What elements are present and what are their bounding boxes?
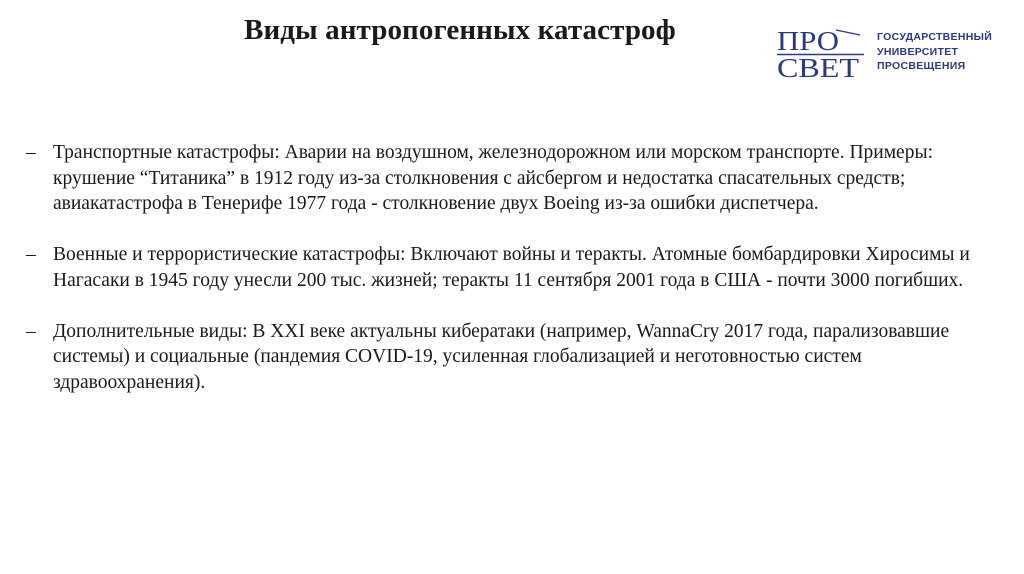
logo-text [877, 30, 992, 74]
logo-mark-line2: СВЕТ [777, 53, 860, 80]
prosvet-logo-mark [776, 26, 868, 80]
list-item [26, 319, 1006, 396]
logo-text-line: УНИВЕРСИТЕТ [877, 45, 959, 58]
logo-text-line: ПРОСВЕЩЕНИЯ [877, 60, 966, 72]
list-item-text: Военные и террористические катастрофы: Включают войны и теракты. Атомные бомбардировки Хиросимы и Нагасаки в 1945 году унесли 200 тыс. жизней; теракты 11 сентября 2001 года в США - почти 3000 погибших. [53, 244, 970, 291]
list-item-text: Транспортные катастрофы: Аварии на воздушном, железнодорожном или морском транспорте. Примеры: крушение “Титаника” в 1912 году из-за столкновения с айсбергом и недостатка спасательных средств; авиакатастрофа в Тенерифе 1977 года - столкновение двух Boeing из-за ошибки диспетчера. [53, 142, 933, 215]
logo-text-line: ГОСУДАРСТВЕННЫЙ [877, 31, 993, 43]
list-item [26, 140, 1006, 217]
slide-title: Виды антропогенных катастроф [244, 14, 676, 46]
list-item [26, 242, 1006, 293]
university-logo [776, 26, 996, 82]
bullet-dash: – [26, 244, 36, 266]
bullet-dash: – [26, 320, 36, 342]
bullet-list [26, 140, 1006, 421]
bullet-dash: – [26, 142, 36, 163]
logo-mark-line1: ПРО [777, 26, 839, 56]
list-item-text: Дополнительные виды: В XXI веке актуальны кибератаки (например, WannaCry 2017 года, парализовавшие системы) и социальные (пандемия COVID-19, усиленная глобализацией и неготовностью систем здравоохранения). [53, 320, 950, 393]
